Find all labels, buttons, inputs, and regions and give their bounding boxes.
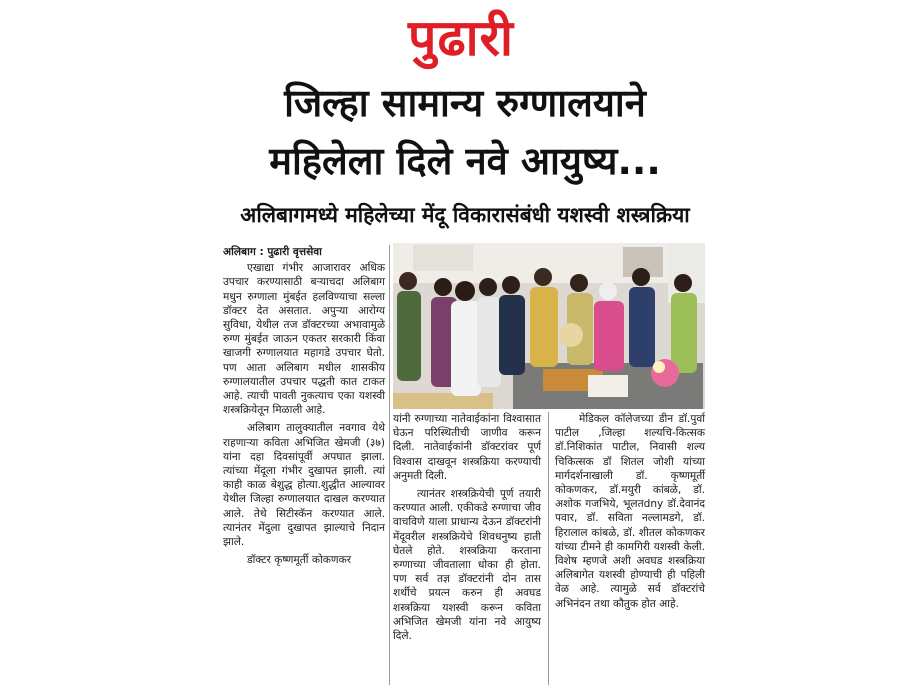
newspaper-masthead: [0, 8, 922, 68]
article-column-3: [555, 412, 705, 615]
subheadline: अलिबागमध्ये महिलेच्या मेंदू विकारासंबंधी यशस्वी शस्त्रक्रिया: [240, 203, 690, 227]
column1-paragraph-3: डॉक्टर कृष्णमूर्ती कोकणकर: [247, 554, 352, 567]
dateline: अलिबाग : पुढारी वृत्तसेवा: [223, 246, 322, 258]
column2-paragraph-2: त्यानंतर शस्त्रक्रियेची पूर्ण तयारी करण्यात आली. एकीकडे रुग्णाचा जीव वाचविणे याला प्राधान्य देऊन डॉक्टरांनी मेंदूवरील शस्त्रक्रियेचे शिवधनुष्य हाती घेतले होते. शस्त्रक्रिया करताना रुग्णाच्या जीवतालाा धोका ही होता. पण सर्व तज्ञ डॉक्टरांनी दोन तास शर्थीचे प्रयत्न करुन ही अवघड शस्त्रक्रिया यशस्वी करून कविता अभिजित खेमजी यांना नवे आयुष्य दिले.: [393, 488, 541, 643]
masthead-logo: पुढारी: [408, 9, 514, 67]
article-column-2: [393, 412, 541, 647]
column1-paragraph-1: एखाद्या गंभीर आजारावर अधिक उपचार करण्यासाठी बऱ्याचदा अलिबाग मधुन रुग्णाला मुंबईत हलविण्याचा सल्ला डॉक्टर देत असतात. अपुऱ्या आरोग्य सुविधा, येथील तज डॉक्टरच्या अभावामुळे रुग्ण मुंबईत जाऊन एकतर सरकारी किंवा खाजगी रुग्णालयात महागडे उपचार घेतो. पण आता अलिबाग मधील शासकीय रुग्णालयातील उपचार पद्धती कात टाकत आहे. त्याची पावती नुकत्याच एका यशस्वी शस्त्रक्रियेतून मिळाली आहे.: [223, 262, 385, 417]
article-column-1: [223, 245, 385, 571]
column3-paragraph-1: मेडिकल कॉलेजच्या डीन डॉ.पुर्वा पाटील ,जिल्हा शल्यचि-कित्सक डॉ.निशिकांत पाटील, निवासी शल्य चिकित्सक डॉ शितल जोशी यांच्या मार्गदर्शनाखाली डॉ. कृष्णमूर्ती कोकणकर, डॉ.मयुरी कांबळे, डॉ. अशोक गजभिये, भूलतdny डॉ.देवानंद पवार, डॉ. सविता नल्लामडगे, डॉ. हिरालाल कांबळे, डॉ. शीतल कोकणकर यांच्या टीमने ही कामगिरी यशस्वी केली. विशेष म्हणजे अशी अवघड शस्त्रक्रिया अलिबागेत यशस्वी होण्याची ही पहिली वेळ आहे. त्यामुळे सर्व डॉक्टरांचे अभिनंदन तथा कौतुक होत आहे.: [555, 413, 705, 610]
headline-line-2: महिलेला दिले नवे आयुष्य...: [269, 139, 661, 183]
column2-paragraph-1: यांनी रुग्णाच्या नातेवाईकांना विश्वासात घेऊन परिस्थितीची जाणीव करून दिली. नातेवाईकांनी डॉक्टरांवर पूर्ण विश्वास दाखवून शस्त्रक्रिया करण्याची अनुमती दिली.: [393, 413, 541, 482]
column1-paragraph-2: अलिबाग तालुक्यातील नवगाव येथे राहणाऱ्या कविता अभिजित खेमजी (३७) यांना दहा दिवसांपूर्वी अपघात झाला. त्यांच्या मेंदूला गंभीर दुखापत झाली. त्यां काही काळ बेशुद्ध होत्या.शुद्धीत आल्यावर येथील जिल्हा रुग्णालयात दाखल करण्यात आले. तेथे सिटीस्कॅन करण्यात आले. त्यानंतर मेंदुला दुखापत झाल्याचे निदान झाले.: [223, 422, 385, 549]
news-photo: [393, 243, 705, 409]
headline-line-1: जिल्हा सामान्य रुग्णालयाने: [284, 81, 646, 125]
column-divider: [389, 245, 390, 685]
column-divider: [548, 412, 549, 685]
group-photo-illustration: [393, 243, 705, 409]
